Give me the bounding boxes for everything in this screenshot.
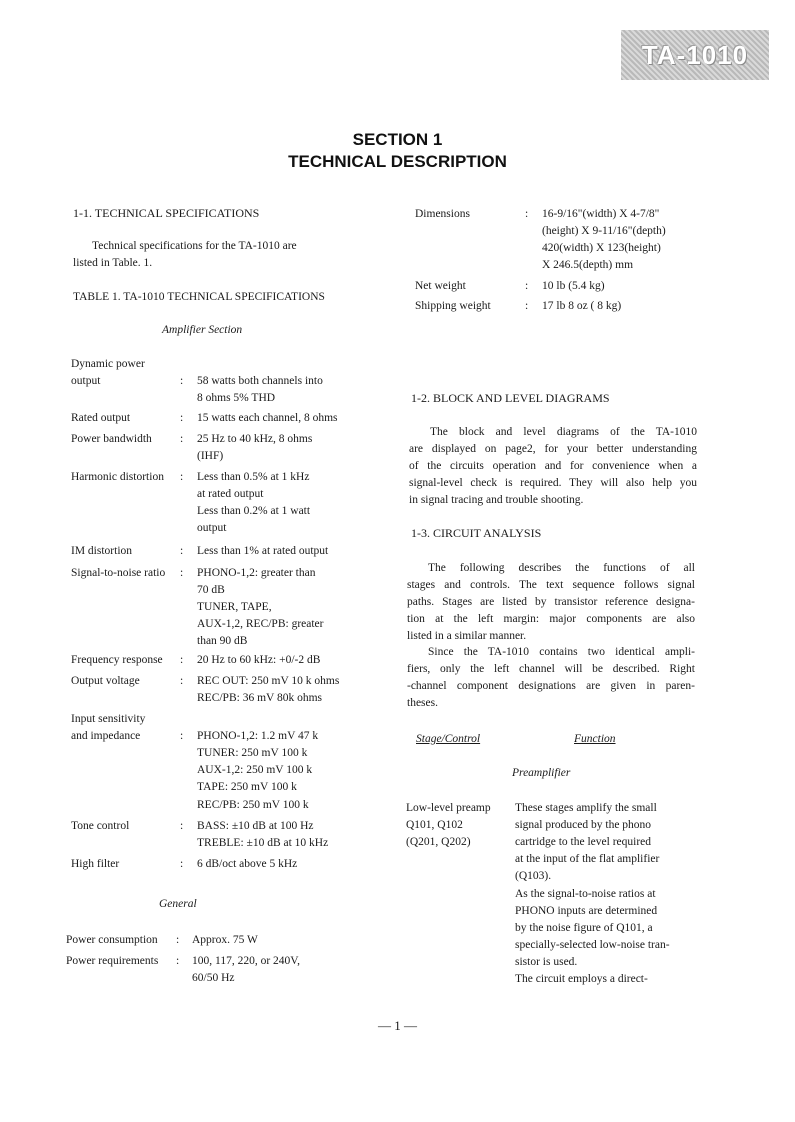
spec-value: than 90 dB — [197, 635, 248, 648]
function-line: The circuit employs a direct- — [515, 973, 648, 985]
heading-circuit-analysis: 1-3. CIRCUIT ANALYSIS — [411, 526, 542, 540]
spec-colon: : — [180, 545, 184, 557]
text-line: -channel component designations are given in paren- — [407, 680, 695, 693]
spec-value: TUNER, TAPE, — [197, 601, 272, 614]
spec-value: REC/PB: 250 mV 100 k — [197, 798, 309, 811]
physical-spec-colon: : — [525, 300, 529, 312]
stage-line: Low-level preamp — [406, 802, 491, 814]
text-line: The following describes the functions of all — [428, 562, 695, 574]
general-heading: General — [159, 898, 197, 910]
model-logo: TA-1010 — [621, 30, 769, 80]
physical-spec-label: Shipping weight — [415, 300, 491, 312]
text-line: listed in a similar manner. — [407, 630, 527, 643]
spec-value: at rated output — [197, 488, 264, 501]
function-line: sistor is used. — [515, 955, 578, 968]
spec-value: AUX-1,2, REC/PB: greater — [197, 618, 324, 631]
spec-value: 58 watts both channels into — [197, 375, 323, 388]
spec-colon: : — [180, 820, 184, 832]
spec-label: Frequency response — [71, 654, 163, 666]
spec-label: IM distortion — [71, 545, 133, 557]
general-label: Power consumption — [66, 934, 158, 946]
spec-label: High filter — [71, 858, 120, 870]
function-line: As the signal-to-noise ratios at — [515, 887, 656, 900]
spec-label: Output voltage — [71, 675, 140, 687]
text-line: The block and level diagrams of the TA-1010 — [430, 426, 697, 438]
spec-label: Signal-to-noise ratio — [71, 567, 166, 579]
text-line: fiers, only the left channel will be described. Right — [407, 663, 695, 676]
spec-colon: : — [180, 433, 184, 445]
function-line: by the noise figure of Q101, a — [515, 921, 653, 934]
function-line: cartridge to the level required — [515, 836, 652, 849]
physical-spec-value: X 246.5(depth) mm — [542, 259, 634, 272]
spec-value: 15 watts each channel, 8 ohms — [197, 412, 338, 424]
spec-colon: : — [180, 858, 184, 870]
table-title: TABLE 1. TA-1010 TECHNICAL SPECIFICATIONS — [73, 291, 325, 303]
spec-value: TREBLE: ±10 dB at 10 kHz — [197, 837, 329, 850]
physical-spec-value: 10 lb (5.4 kg) — [542, 280, 605, 292]
spec-value: AUX-1,2: 250 mV 100 k — [197, 764, 313, 777]
general-colon: : — [176, 934, 180, 946]
spec-label: Power bandwidth — [71, 433, 152, 445]
text-line: theses. — [407, 697, 438, 710]
spec-value: PHONO-1,2: greater than — [197, 567, 316, 579]
column-header-stage: Stage/Control — [416, 733, 481, 745]
stage-line: (Q201, Q202) — [406, 836, 471, 849]
spec-label: output — [71, 375, 101, 388]
spec-colon: : — [180, 412, 184, 424]
column-header-function: Function — [574, 733, 616, 745]
function-line: specially-selected low-noise tran- — [515, 938, 670, 951]
spec-value: TAPE: 250 mV 100 k — [197, 781, 297, 794]
spec-value: output — [197, 522, 227, 535]
text-line: are displayed on page2, for your better understanding — [409, 443, 697, 456]
spec-value: 20 Hz to 60 kHz: +0/-2 dB — [197, 654, 321, 666]
physical-spec-value: 17 lb 8 oz ( 8 kg) — [542, 300, 622, 312]
heading-block-level-diagrams: 1-2. BLOCK AND LEVEL DIAGRAMS — [411, 391, 610, 405]
preamplifier-heading: Preamplifier — [512, 767, 571, 779]
intro-line-2: listed in Table. 1. — [73, 257, 153, 269]
spec-label: Tone control — [71, 820, 130, 832]
general-value: Approx. 75 W — [192, 934, 258, 946]
text-line: signal-level check is required. They will also help you — [409, 477, 697, 490]
spec-value: REC OUT: 250 mV 10 k ohms — [197, 675, 340, 687]
general-value: 100, 117, 220, or 240V, — [192, 955, 300, 967]
spec-value: 6 dB/oct above 5 kHz — [197, 858, 298, 870]
spec-colon: : — [180, 567, 184, 579]
section-title: TECHNICAL DESCRIPTION — [288, 152, 507, 171]
spec-value: (IHF) — [197, 450, 224, 463]
function-line: signal produced by the phono — [515, 819, 652, 832]
page-number: — 1 — — [378, 1018, 417, 1033]
physical-spec-colon: : — [525, 208, 529, 220]
general-label: Power requirements — [66, 955, 159, 967]
spec-colon: : — [180, 730, 184, 743]
spec-value: TUNER: 250 mV 100 k — [197, 747, 308, 760]
spec-colon: : — [180, 654, 184, 666]
spec-label: Dynamic power — [71, 358, 145, 370]
spec-label: Rated output — [71, 412, 131, 424]
intro-line-1: Technical specifications for the TA-1010 are — [92, 240, 297, 252]
text-line: Since the TA-1010 contains two identical ampli- — [428, 646, 695, 658]
section-number: SECTION 1 — [352, 130, 443, 149]
spec-value: 25 Hz to 40 kHz, 8 ohms — [197, 433, 313, 445]
spec-value: BASS: ±10 dB at 100 Hz — [197, 820, 314, 832]
function-line: at the input of the flat amplifier — [515, 853, 660, 866]
spec-value: Less than 0.2% at 1 watt — [197, 505, 311, 518]
text-line: tion at the left margin: major components are also — [407, 613, 695, 626]
general-colon: : — [176, 955, 180, 967]
function-line: (Q103). — [515, 870, 552, 883]
physical-spec-label: Net weight — [415, 280, 466, 292]
spec-colon: : — [180, 675, 184, 687]
text-line: paths. Stages are listed by transistor reference designa- — [407, 596, 695, 609]
general-value: 60/50 Hz — [192, 972, 235, 985]
spec-label: Harmonic distortion — [71, 471, 164, 483]
function-line: PHONO inputs are determined — [515, 904, 658, 917]
function-line: These stages amplify the small — [515, 802, 657, 814]
spec-value: 8 ohms 5% THD — [197, 392, 276, 405]
text-line: in signal tracing and trouble shooting. — [409, 494, 584, 507]
spec-value: PHONO-1,2: 1.2 mV 47 k — [197, 730, 319, 743]
physical-spec-colon: : — [525, 280, 529, 292]
physical-spec-value: (height) X 9-11/16"(depth) — [542, 225, 666, 238]
text-line: stages and controls. The text sequence follows signal — [407, 579, 695, 592]
spec-colon: : — [180, 471, 184, 483]
spec-value: Less than 0.5% at 1 kHz — [197, 471, 310, 483]
spec-colon: : — [180, 375, 184, 388]
heading-technical-specifications: 1-1. TECHNICAL SPECIFICATIONS — [73, 206, 260, 220]
text-line: of the circuits operation and for convenience when a — [409, 460, 697, 473]
physical-spec-value: 420(width) X 123(height) — [542, 242, 661, 255]
spec-label: Input sensitivity — [71, 713, 146, 725]
spec-value: 70 dB — [197, 584, 225, 597]
physical-spec-value: 16-9/16"(width) X 4-7/8" — [542, 208, 660, 220]
amplifier-section-heading: Amplifier Section — [162, 324, 243, 336]
stage-line: Q101, Q102 — [406, 819, 463, 832]
spec-value: REC/PB: 36 mV 80k ohms — [197, 692, 323, 705]
spec-label: and impedance — [71, 730, 141, 743]
spec-value: Less than 1% at rated output — [197, 545, 329, 557]
physical-spec-label: Dimensions — [415, 208, 470, 220]
